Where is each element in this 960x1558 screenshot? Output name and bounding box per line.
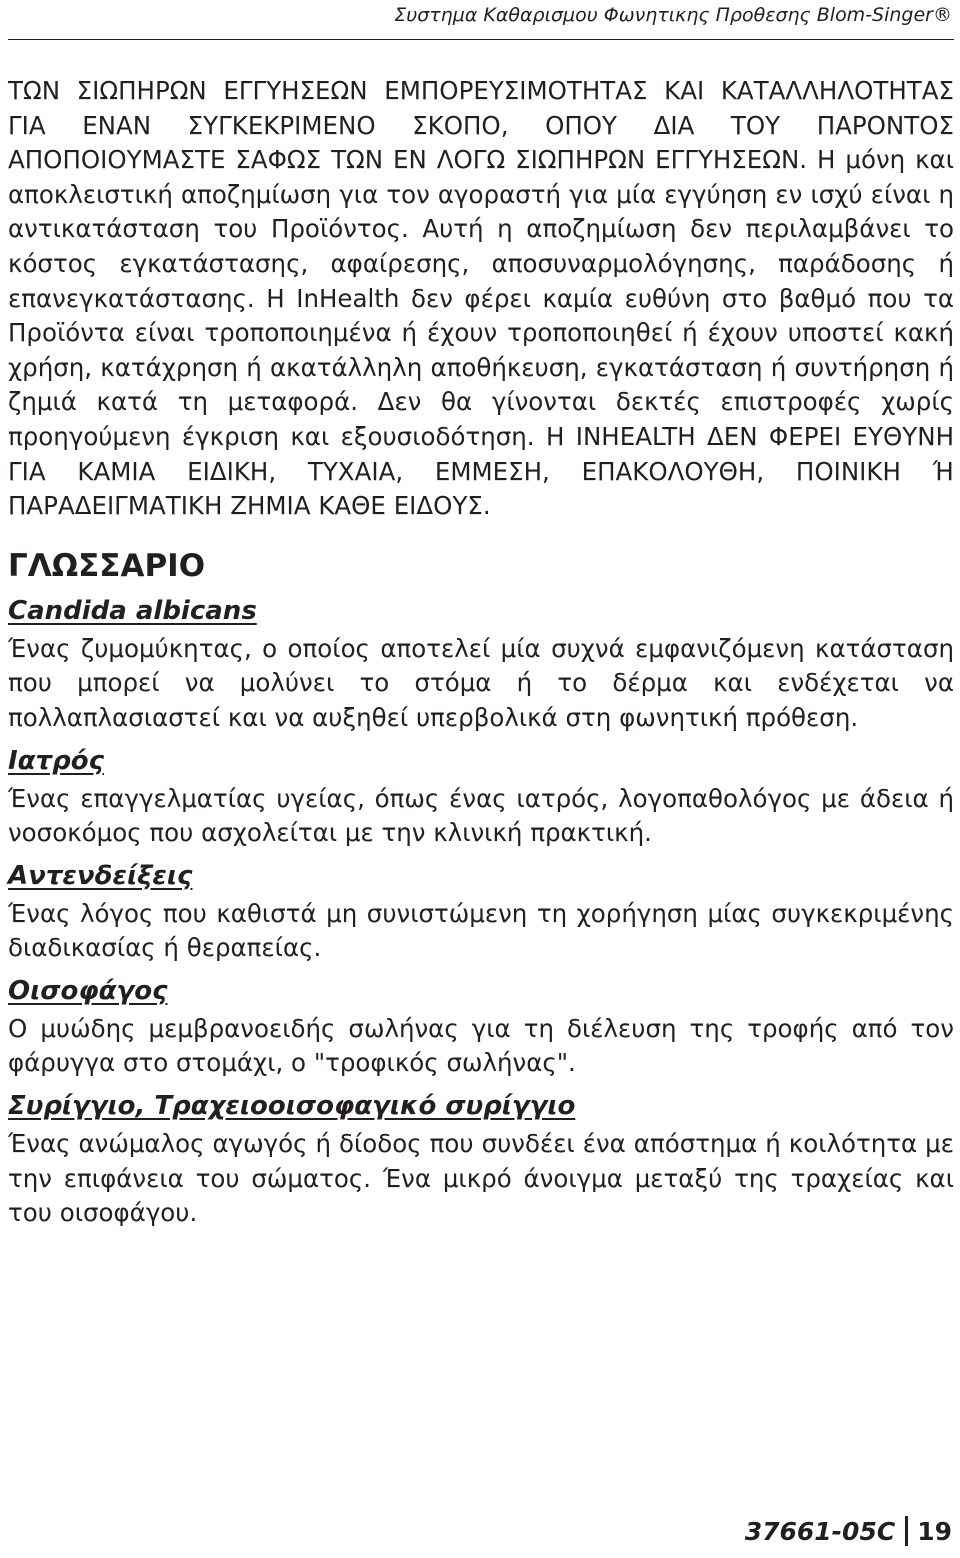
glossary-definition: Ένας ζυμομύκητας, ο οποίος αποτελεί μία συχνά εμφανιζόμενη κατάσταση που μπορεί να μολύνει το στόμα ή το δέρμα και ενδέχεται να πολλαπλασιαστεί και να αυξηθεί υπερβολικά στη φωνητική πρόθεση. [8,633,954,732]
glossary-term: Αντενδείξεις [8,860,193,891]
glossary-definition: Ένας λόγος που καθιστά μη συνιστώμενη τη χορήγηση μίας συγκεκριμένης διαδικασίας ή θεραπείας. [8,898,954,963]
glossary-heading: ΓΛΩΣΣΑΡΙΟ [8,547,206,584]
glossary-definition: Ένας ανώμαλος αγωγός ή δίοδος που συνδέει ένα απόστημα ή κοιλότητα με την επιφάνεια του σώματος. Ένα μικρό άνοιγμα μεταξύ της τραχείας και του οισοφάγου. [8,1129,954,1228]
page-footer [745,1516,952,1546]
header-rule [8,39,954,40]
glossary-definition: Ένας επαγγελματίας υγείας, όπως ένας ιατρός, λογοπαθολόγος με άδεια ή νοσοκόμος που ασχολείται με την κλινική πρακτική. [8,783,954,848]
glossary-definition: Ο μυώδης μεμβρανοειδής σωλήνας για τη διέλευση της τροφής από τον φάρυγγα στο στομάχι, ο "τροφικός σωλήνας". [8,1013,954,1078]
glossary-entry-contraindications [8,858,954,966]
glossary-term: Οισοφάγος [8,975,168,1006]
document-code: 37661-05C [744,1516,896,1546]
running-header: Συστημα Καθαρισμου Φωνητικης Προθεσης Blom-Singer® [394,4,952,26]
warranty-paragraph: ΤΩΝ ΣΙΩΠΗΡΩΝ ΕΓΓΥΗΣΕΩΝ ΕΜΠΟΡΕΥΣΙΜΟΤΗΤΑΣ ΚΑΙ ΚΑΤΑΛΛΗΛΟΤΗΤΑΣ ΓΙΑ ΕΝΑΝ ΣΥΓΚΕΚΡΙΜΕΝΟ ΣΚΟΠΟ, ΟΠΟΥ ΔΙΑ ΤΟΥ ΠΑΡΟΝΤΟΣ ΑΠΟΠΟΙΟΥΜΑΣΤΕ ΣΑΦΩΣ ΤΩΝ ΕΝ ΛΟΓΩ ΣΙΩΠΗΡΩΝ ΕΓΓΥΗΣΕΩΝ. Η μόνη και αποκλειστική αποζημίωση για τον αγοραστή για μία εγγύηση εν ισχύ είναι η αντικατάσταση του Προϊόντος. Αυτή η αποζημίωση δεν περιλαμβάνει το κόστος εγκατάστασης, αφαίρεσης, αποσυναρμολόγησης, παράδοσης ή επανεγκατάστασης. Η InHealth δεν φέρει καμία ευθύνη στο βαθμό που τα Προϊόντα είναι τροποποιημένα ή έχουν τροποποιηθεί ή έχουν υποστεί κακή χρήση, κατάχρηση ή ακατάλληλη αποθήκευση, εγκατάσταση ή συντήρηση ή ζημιά κατά τη μεταφορά. Δεν θα γίνονται δεκτές επιστροφές χωρίς προηγούμενη έγκριση και εξουσιοδότηση. Η INHEALTH ΔΕΝ ΦΕΡΕΙ ΕΥΘΥΝΗ ΓΙΑ ΚΑΜΙΑ ΕΙΔΙΚΗ, ΤΥΧΑΙΑ, ΕΜΜΕΣΗ, ΕΠΑΚΟΛΟΥΘΗ, ΠΟΙΝΙΚΗ Ή ΠΑΡΑΔΕΙΓΜΑΤΙΚΗ ΖΗΜΙΑ ΚΑΘΕ ΕΙΔΟΥΣ. [8,76,954,521]
page-content [8,74,954,1231]
glossary-entry-esophagus [8,973,954,1081]
glossary-term: Candida albicans [8,595,257,626]
footer-divider [905,1516,908,1546]
page-number: 19 [917,1516,952,1546]
glossary-entry-candida [8,593,954,736]
glossary-term: Συρίγγιο, Τραχειοοισοφαγικό συρίγγιο [8,1091,576,1122]
glossary-entry-physician [8,743,954,851]
glossary-entry-fistula [8,1088,954,1231]
glossary-term: Ιατρός [8,745,105,776]
